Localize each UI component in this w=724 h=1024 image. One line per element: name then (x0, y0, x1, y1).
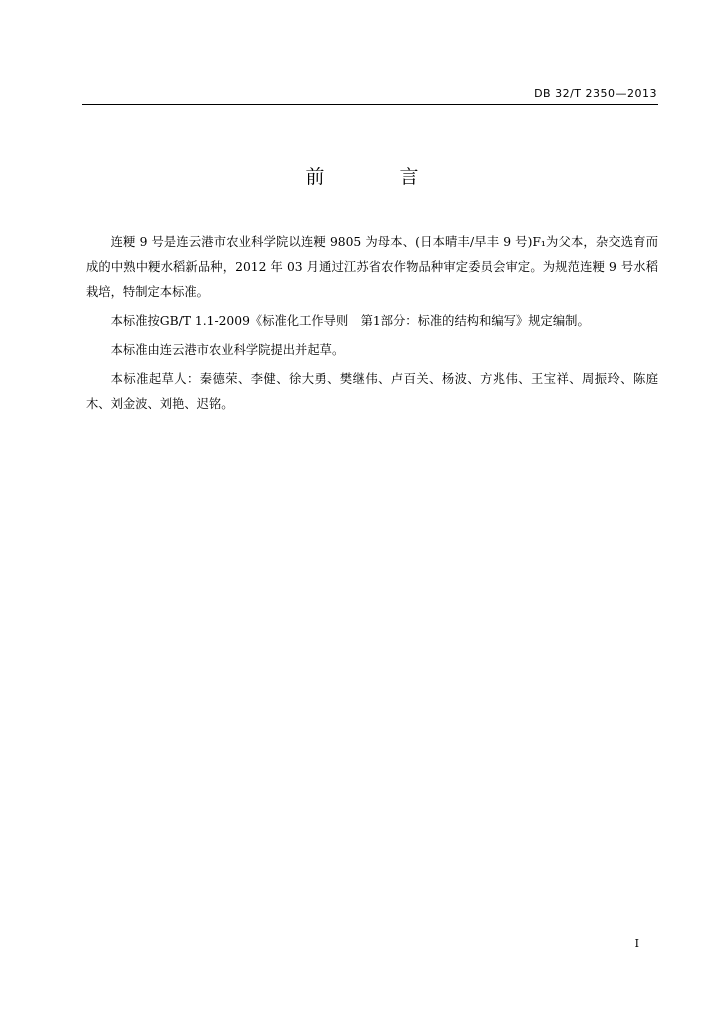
foreword-body (86, 230, 658, 417)
paragraph-drafting-rules: 本标准按GB/T 1.1-2009《标准化工作导则 第1部分：标准的结构和编写》规定编制。 (110, 314, 590, 328)
paragraph-proposer: 本标准由连云港市农业科学院提出并起草。 (110, 343, 345, 357)
paragraph-variety-intro: 连粳 9 号是连云港市农业科学院以连粳 9805 为母本、(日本晴丰/早丰 9 号)F₁为父本，杂交选育而成的中熟中粳水稻新品种，2012 年 03 月通过江苏省农作物品种审定委员会审定。为规范连粳 9 号水稻栽培，特制定本标准。 (86, 235, 658, 299)
standard-code: DB 32/T 2350—2013 (534, 87, 657, 100)
header-rule (82, 104, 658, 105)
page-title: 前 言 (305, 166, 447, 188)
page-number: I (634, 937, 639, 950)
paragraph-drafters: 本标准起草人：秦德荣、李健、徐大勇、樊继伟、卢百关、杨波、方兆伟、王宝祥、周振玲、陈庭木、刘金波、刘艳、迟铭。 (86, 372, 658, 411)
